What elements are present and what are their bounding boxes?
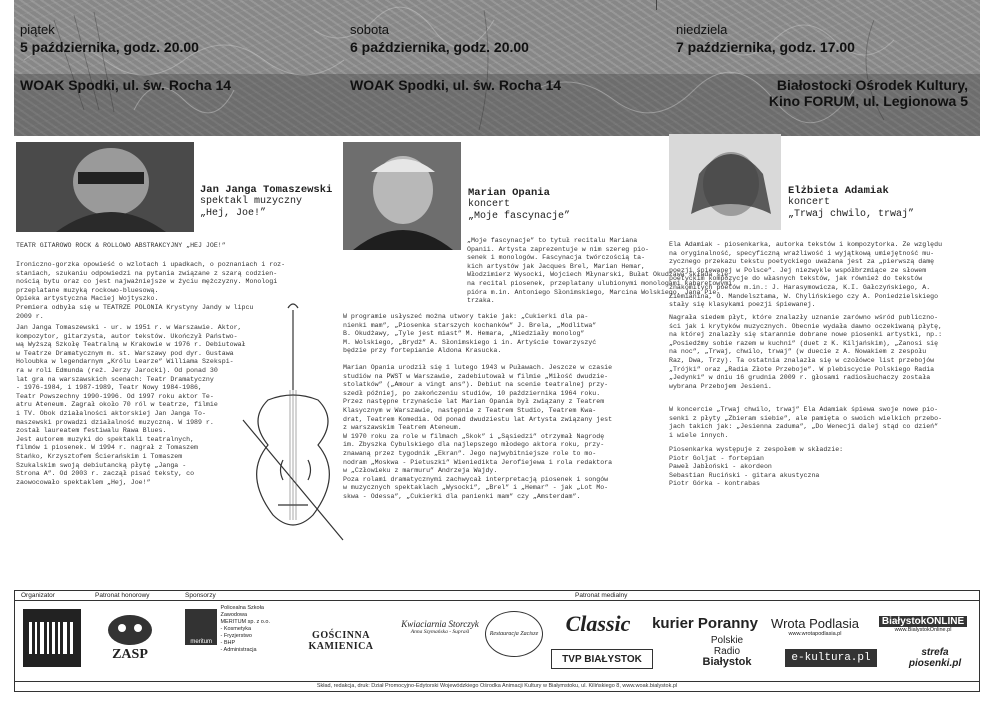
radio-line2: Radio bbox=[713, 645, 741, 657]
violin-illustration bbox=[238, 300, 348, 560]
e-kultura-logo[interactable]: e-kultura.pl bbox=[785, 649, 877, 667]
meritum-text bbox=[220, 605, 285, 654]
col1-heading: TEATR GITAROWO ROCK & ROLLOWO ABSTRAKCYJNY „HEJ JOE!” bbox=[16, 242, 226, 249]
meritum-line: Policealna Szkoła Zawodowa bbox=[220, 605, 264, 618]
meritum-line: - Fryzjerstwo bbox=[220, 633, 252, 639]
meritum-mark: meritum bbox=[185, 609, 217, 645]
artist-name: Marian Opania bbox=[468, 187, 550, 199]
meritum-line: - Kosmetyka bbox=[220, 626, 252, 632]
day-saturday bbox=[350, 22, 650, 93]
woak-logo[interactable] bbox=[23, 609, 81, 667]
bialystok-online-url: www.BialystokOnline.pl bbox=[894, 626, 952, 633]
portrait-image bbox=[669, 134, 781, 230]
strefa-piosenki-logo[interactable]: strefa piosenki.pl bbox=[908, 647, 962, 669]
col3-paragraph-4: Piosenkarka występuje z zespołem w składzie: Piotr Goljat - fortepian Paweł Jabłoński - akordeon Sebastian Ruciński - gitara akustyczna Piotr Górka - kontrabas bbox=[669, 446, 844, 488]
portrait-image bbox=[343, 142, 461, 250]
polskie-radio-logo[interactable] bbox=[687, 629, 767, 673]
kurier-poranny-logo[interactable]: kurier Poranny bbox=[652, 614, 758, 632]
day-name: sobota bbox=[350, 22, 390, 37]
radio-line1: Polskie bbox=[710, 634, 744, 646]
artist-title: „Moje fascynacje” bbox=[468, 211, 571, 222]
storczyk-sub: Anna Szymańska - Supraśl bbox=[410, 629, 470, 635]
wrota-url: www.wrotapodlasia.pl bbox=[788, 630, 842, 637]
day-place-2: Kino FORUM, ul. Legionowa 5 bbox=[768, 93, 968, 109]
label-media: Patronat medialny bbox=[575, 592, 628, 599]
tvp-bialystok-logo[interactable]: TVP BIAŁYSTOK bbox=[551, 649, 653, 669]
wrota-podlasia-logo[interactable] bbox=[763, 609, 867, 643]
barcode-icon bbox=[27, 620, 77, 656]
day-date: 7 października, godz. 17.00 bbox=[676, 39, 855, 55]
col2-paragraph-2: W programie usłyszeć można utwory takie jak: „Cukierki dla pa- nienki mam”, „Piosenka starszych kochanków” J. Brela, „Modlitwa” B. Okudżawy, „Tyle jest miast” M. Hemara, „Niedziały monolog” M. Wolskiego, „Brydż” A. Słonimskiego i in. Artyście towarzyszyć będzie przy fortepianie Aldona Krasucka. bbox=[343, 313, 597, 355]
day-place: WOAK Spodki, ul. św. Rocha 14 bbox=[350, 77, 562, 93]
photo-opania bbox=[343, 142, 461, 250]
artist-3-heading bbox=[788, 185, 914, 221]
meritum-line: - BHP bbox=[220, 640, 236, 646]
portrait-image bbox=[16, 142, 194, 232]
label-patron: Patronat honorowy bbox=[95, 592, 150, 599]
meritum-line: MERITUM sp. z o.o. bbox=[220, 619, 270, 625]
radio-classic-logo[interactable]: Classic bbox=[565, 611, 631, 636]
storczyk-name: Kwiaciarnia Storczyk bbox=[401, 619, 479, 629]
artist-1-heading bbox=[200, 184, 332, 220]
day-date: 6 października, godz. 20.00 bbox=[350, 39, 529, 55]
bialystok-online-logo[interactable] bbox=[871, 609, 975, 639]
storczyk-logo[interactable] bbox=[397, 607, 483, 647]
day-place: Białostocki Ośrodek Kultury, bbox=[776, 77, 968, 93]
artist-name: Elżbieta Adamiak bbox=[788, 185, 889, 197]
day-name: piątek bbox=[20, 22, 55, 37]
col1-paragraph-1: Ironiczno-gorzka opowieść o wzlotach i upadkach, o poznaniach i roz- staniach, szukaniu odpowiedzi na pytania związane z szarą codzien- nością bytu oraz co jest najważniejsze w życiu mężczyzny. Monologi przeplatane muzyką rockowo-bluesową. Opieka artystyczna Maciej Wojtyszko. Premiera odbyła się w TEATRZE POLONIA Krystyny Jandy w lipcu 2009 r. bbox=[16, 261, 286, 320]
col1-paragraph-2: Jan Janga Tomaszewski - ur. w 1951 r. w Warszawie. Aktor, kompozytor, gitarzysta, autor tekstów. Ukończył Państwo- wą Wyższą Szkołę Teatralną w Krakowie w 1976 r. Debiutował w Teatrze Dramatycznym m. st. Warszawy pod dyr. Gustawa Holoubka w legendarnym „Królu Learze” Williama Szekspi- ra w roli Edmunda (reż. Jerzy Jarocki). Od ponad 30 lat gra na warszawskich scenach: Teatr Dramatyczny - 1976-1984, i 1987-1989, Teatr Nowy 1984-1986, Teatr Powszechny 1990-1996. Od 1997 roku aktor Te- atru Ateneum. Zagrał około 70 ról w teatrze, filmie i TV. Obok działalności aktorskiej Jan Janga To- maszewski prowadzi działalność muzyczną. W 1989 r. został laureatem festiwalu Rawa Blues. Jest autorem muzyki do spektakli teatralnych, filmów i piosenek. W 1994 r. nagrał z Tomaszem Stańko, Krzysztofem Ścierańskim i Tomaszem Szukalskim swoją debiutancką płytę „Janga - Strona A”. Od 2003 r. zaczął pisać teksty, co zaowocowało spektaklem „Hej, Joe!” bbox=[16, 324, 246, 486]
sponsors-labels bbox=[15, 591, 979, 601]
radio-line3: Białystok bbox=[702, 655, 752, 668]
label-sponsors: Sponsorzy bbox=[185, 592, 216, 599]
bialystok-online-name: BiałystokONLINE bbox=[879, 616, 967, 627]
day-date: 5 października, godz. 20.00 bbox=[20, 39, 199, 55]
day-name: niedziela bbox=[676, 22, 728, 37]
artist-type: koncert bbox=[788, 197, 831, 208]
col3-paragraph-1: Ela Adamiak - piosenkarka, autorka tekstów i kompozytorka. Ze względu na oryginalność, specyficzną wrażliwość i wyjątkową umiejętność mu- zycznego przekazu tekstu poetyckiego uważana jest za „pierwszą damę poezji śpiewanej w Polsce”. Jej niezwykle współbrzmiące ze słowem poetyckim kompozycje do własnych tekstów, jak również do tekstów znakomitych poetów m.in.: J. Harasymowicza, K.I. Gałczyńskiego, A. Ziemianina, O. Mandelsztama, W. Chylińskiego czy A. Poniedzielskiego stały się klasykami poezji śpiewanej. bbox=[669, 241, 943, 309]
artist-name: Jan Janga Tomaszewski bbox=[200, 184, 333, 196]
zasp-mask-icon bbox=[105, 613, 155, 647]
artist-type: spektakl muzyczny bbox=[200, 196, 303, 207]
col2-paragraph-1 bbox=[343, 237, 733, 306]
artist-title: „Trwaj chwilo, trwaj” bbox=[788, 209, 915, 220]
day-sunday bbox=[676, 22, 968, 109]
zasp-logo[interactable] bbox=[95, 607, 165, 669]
col2-paragraph-3: Marian Opania urodził się 1 lutego 1943 w Puławach. Jeszcze w czasie studiów na PWST w Warszawie, zadebiutował w filmie „Miłość dwudzie- stolatków” („Amour a vingt ans”). Debiut na scenie teatralnej przy- szedł później, po zakończeniu studiów, 10 października 1964 roku. Przez następne trzynaście lat Marian Opania był związany z Teatrem Klasycznym w Warszawie, następnie z Teatrem Studio, Teatrem Kwa- drat, Teatrem Komedia. Od ponad dwudziestu lat Artysta związany jest z warszawskim Teatrem Ateneum. W 1970 roku za role w filmach „Skok” i „Sąsiedzi” otrzymał Nagrodę im. Zbyszka Cybulskiego dla najlepszego młodego aktora roku, przy- znawaną przez tygodnik „Ekran”. Jego najwybitniejsze role to mo- nodram „Moskwa - Pietuszki” Wieniedikta Jerofiejewa i rola redaktora w „Człowieku z marmuru” Andrzeja Wajdy. Poza rolami dramatycznymi zachwycał interpretacją piosenek i songów w muzycznych spektaklach „Wysocki”, „Brel” i „Hemar” - jak „Lot Mo- skwa - Odessa”, „Cukierki dla panienki mam” czy „Amsterdam”. bbox=[343, 364, 613, 500]
wrota-name: Wrota Podlasia bbox=[771, 615, 859, 631]
top-divider bbox=[656, 0, 657, 10]
meritum-logo[interactable] bbox=[185, 605, 285, 671]
artist-2-heading bbox=[468, 187, 570, 223]
artist-title: „Hej, Joe!” bbox=[200, 208, 267, 219]
restauracja-logo[interactable]: Restauracja Zacisze bbox=[485, 611, 543, 657]
col3-paragraph-2: Nagrała siedem płyt, które znalazły uznanie zarówno wśród publiczno- ści jak i krytyków muzycznych. Obecnie wydała dawno oczekiwaną płytę, na której znalazły się starannie dobrane nowe piosenki artystki, np.: „Posiedźmy sobie razem w kuchni” (duet z K. Kiljańskim), „Zanosi się na noc”, „Trwaj, chwilo, trwaj” (w duecie z A. Nowakiem z zespołu Raz, Dwa, Trzy). Ta ostatnia znalazła się w czołówce list przebojów „Trójki” oraz „Radia Złote Przeboje”. W plebiscycie Polskiego Radia „Jedynki” w dniu 16 grudnia 2009 r. głosami radiosłuchaczy została wybrana Przebojem Jesieni. bbox=[669, 314, 943, 390]
footer-credits: Skład, redakcja, druk: Dział Promocyjno-Edytorski Wojewódzkiego Ośrodka Animacji Kultury w Białymstoku, ul. Kilińskiego 8, www.woak.bialystok.pl bbox=[14, 682, 980, 692]
photo-adamiak bbox=[669, 134, 781, 230]
sponsors-bar bbox=[14, 590, 980, 682]
label-organizer: Organizator bbox=[21, 592, 55, 599]
goscinna-kamienica-logo[interactable]: GOŚCINNA KAMIENICA bbox=[308, 630, 374, 652]
meritum-line: - Administracja bbox=[220, 647, 257, 653]
col2-p1-text: „Moje fascynacje” to tytuł recitalu Mariana Opanii. Artysta zaprezentuje w nim szereg pio- senek i monologów. Fascynacja twórczością ta- kich artystów jak Jacques Brel, Marian Hemar, Włodzimierz Wysocki, Wojciech Młynarski, Bułat Okudżawa składa się na recital piosenek, przeplatany ulubionymi monologami kabaretowymi pióra m.in. Antoniego Słonimskiego, Marcina Wolskiego, Jana Pie- trzaka. bbox=[467, 237, 733, 305]
photo-tomaszewski bbox=[16, 142, 194, 232]
day-friday bbox=[20, 22, 320, 93]
zasp-text: ZASP bbox=[112, 647, 148, 662]
col3-paragraph-3: W koncercie „Trwaj chwilo, trwaj” Ela Adamiak śpiewa swoje nowe pio- senki z płyty „Zbieram siebie”, ale pamięta o swoich wielkich przebo- jach takich jak: „Jesienna zaduma”, „Do Wenecji dalej stąd co dzień” i wiele innych. bbox=[669, 406, 943, 439]
day-place: WOAK Spodki, ul. św. Rocha 14 bbox=[20, 77, 232, 93]
artist-type: koncert bbox=[468, 199, 511, 210]
